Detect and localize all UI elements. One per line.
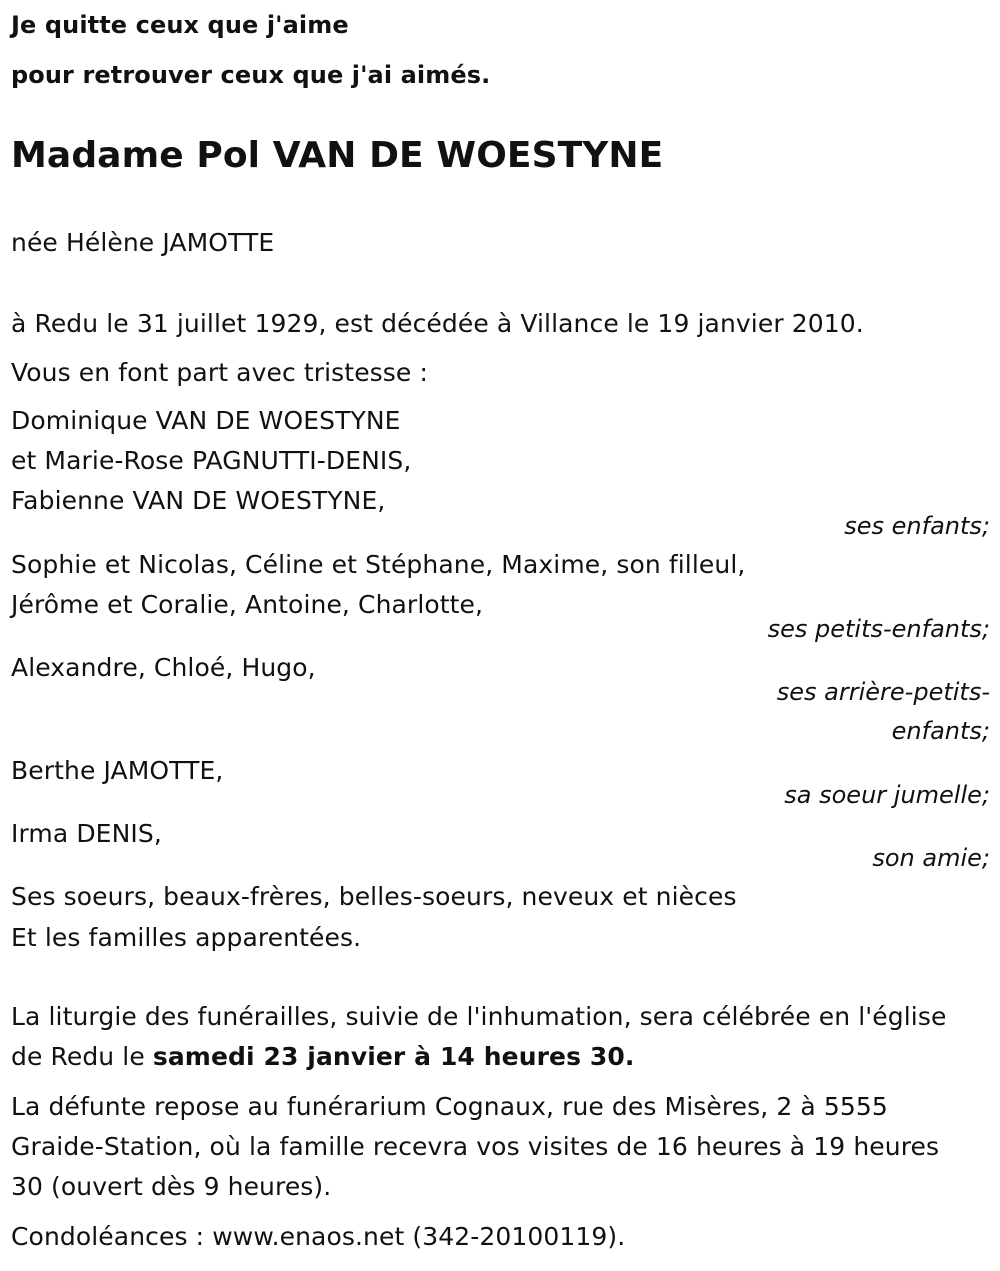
funeral-line-2-prefix: de Redu le: [11, 1042, 153, 1071]
funeral-date-time: samedi 23 janvier à 14 heures 30.: [152, 1042, 635, 1071]
grandchildren-role: ses petits-enfants;: [767, 615, 990, 643]
repose-line-3: 30 (ouvert dès 9 heures).: [11, 1172, 332, 1201]
birth-death-dates: à Redu le 31 juillet 1929, est décédée à Villance le 19 janvier 2010.: [11, 309, 864, 338]
children-line-2: et Marie-Rose PAGNUTTI-DENIS,: [11, 446, 412, 475]
quote-line-1: Je quitte ceux que j'aime: [11, 11, 349, 39]
funeral-line-2: [11, 1042, 634, 1072]
sister-name: Berthe JAMOTTE,: [11, 756, 224, 785]
quote-line-2: pour retrouver ceux que j'ai aimés.: [11, 61, 491, 89]
family-line-2: Et les familles apparentées.: [11, 923, 362, 952]
friend-name: Irma DENIS,: [11, 819, 162, 848]
friend-role: son amie;: [872, 844, 990, 872]
grandchildren-line-1: Sophie et Nicolas, Céline et Stéphane, Maxime, son filleul,: [11, 550, 746, 579]
announcement: Vous en font part avec tristesse :: [11, 358, 428, 387]
repose-line-1: La défunte repose au funérarium Cognaux, rue des Misères, 2 à 5555: [11, 1092, 888, 1121]
children-line-1: Dominique VAN DE WOESTYNE: [11, 406, 401, 435]
funeral-line-1: La liturgie des funérailles, suivie de l'inhumation, sera célébrée en l'église: [11, 1002, 947, 1031]
sister-role: sa soeur jumelle;: [784, 781, 990, 809]
great-grandchildren-role-1: ses arrière-petits-: [776, 678, 990, 706]
condolences: Condoléances : www.enaos.net (342-20100119).: [11, 1222, 626, 1251]
deceased-name: Madame Pol VAN DE WOESTYNE: [11, 135, 664, 176]
great-grandchildren-role-2: enfants;: [891, 717, 990, 745]
children-role: ses enfants;: [844, 512, 990, 540]
grandchildren-line-2: Jérôme et Coralie, Antoine, Charlotte,: [11, 590, 484, 619]
children-line-3: Fabienne VAN DE WOESTYNE,: [11, 486, 386, 515]
maiden-name: née Hélène JAMOTTE: [11, 228, 275, 257]
great-grandchildren-line: Alexandre, Chloé, Hugo,: [11, 653, 316, 682]
repose-line-2: Graide-Station, où la famille recevra vos visites de 16 heures à 19 heures: [11, 1132, 940, 1161]
family-line-1: Ses soeurs, beaux-frères, belles-soeurs, neveux et nièces: [11, 882, 737, 911]
